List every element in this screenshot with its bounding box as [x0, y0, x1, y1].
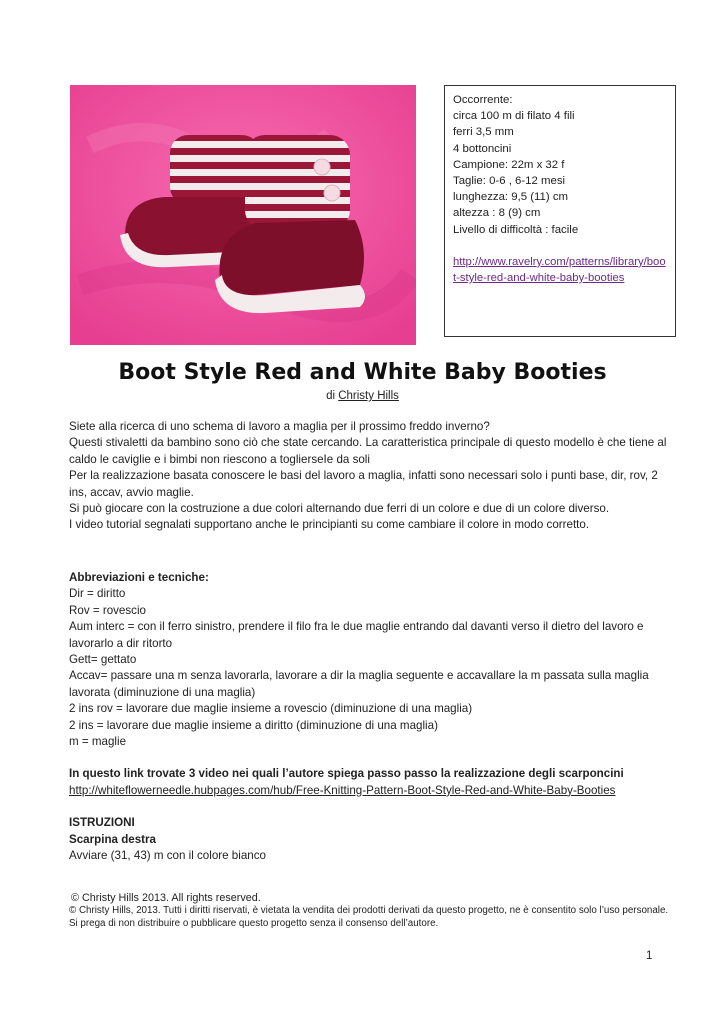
video-note-text: In questo link trovate 3 video nei quali l’autore spiega passo passo la realizzazione degli scarponcini [69, 767, 624, 781]
intro-paragraph: I video tutorial segnalati supportano anche le principianti su come cambiare il colore in modo corretto. [69, 518, 590, 532]
supplies-box [444, 85, 676, 337]
instructions [69, 815, 669, 864]
copyright-notice: © Christy Hills, 2013. Tutti i diritti riservati, è vietata la vendita dei prodotti derivati da questo progetto, ne è consentito solo l’uso personale. Si prega di non distribuire o pubblicare questo progetto senza il consenso dell’autore. [69, 905, 669, 929]
abbreviation-item: 2 ins = lavorare due maglie insieme a diritto (diminuzione di una maglia) [69, 718, 438, 732]
page-number: 1 [646, 950, 653, 962]
instructions-text: Avviare (31, 43) m con il colore bianco [69, 849, 266, 863]
abbreviation-item: Rov = rovescio [69, 603, 147, 617]
abbreviation-item: 2 ins rov = lavorare due maglie insieme a rovescio (diminuzione di una maglia) [69, 702, 473, 716]
instructions-subheading: Scarpina destra [69, 832, 156, 846]
abbreviation-item: m = maglie [69, 735, 127, 749]
intro-paragraph: Siete alla ricerca di uno schema di lavoro a maglia per il prossimo freddo inverno? [69, 420, 490, 433]
byline [0, 390, 725, 402]
abbreviation-item: Aum interc = con il ferro sinistro, prendere il filo fra le due maglie entrando dal davanti verso il dietro del lavoro e lavorarlo a dir ritorto [69, 620, 644, 650]
copyright-line: © Christy Hills 2013. All rights reserved. [71, 892, 261, 904]
intro-paragraph: Questi stivaletti da bambino sono ciò che state cercando. La caratteristica principale di questo modello è che tiene al caldo le caviglie e i bimbi non riescono a toglierseIe da soli [69, 436, 667, 466]
page-title: Boot Style Red and White Baby Booties [118, 360, 607, 385]
intro-paragraph: Per la realizzazione basata conoscere le basi del lavoro a maglia, infatti sono necessari solo i punti base, dir, rov, 2 ins, accav, avvio maglie. [69, 469, 658, 499]
intro-paragraph: Si può giocare con la costruzione a due colori alternando due ferri di un colore e due di un colore diverso. [69, 502, 610, 516]
abbreviation-item: Accav= passare una m senza lavorarla, lavorare a dir la maglia seguente e accavallare la m passata sulla maglia lavorata (diminuzione di una maglia) [69, 669, 649, 699]
video-note [69, 766, 669, 799]
abbreviations-heading: Abbreviazioni e tecniche: [69, 571, 209, 584]
abbreviation-item: Gett= gettato [69, 653, 137, 667]
supplies-line: lunghezza: 9,5 (11) cm [453, 191, 569, 204]
abbreviation-item: Dir = diritto [69, 587, 126, 601]
booties-photo [70, 85, 416, 345]
supplies-line: circa 100 m di filato 4 fili [453, 110, 575, 123]
supplies-line: altezza : 8 (9) cm [453, 207, 541, 220]
supplies-line: Occorrente: [453, 94, 513, 106]
supplies-line: Taglie: 0-6 , 6-12 mesi [453, 175, 566, 188]
supplies-line: Campione: 22m x 32 f [453, 158, 565, 171]
byline-prefix: di [326, 390, 339, 402]
author-link[interactable]: Christy Hills [338, 390, 399, 402]
supplies-line: Livello di difficoltà : facile [453, 223, 579, 236]
abbreviations-section [69, 570, 669, 865]
intro-section [69, 419, 669, 534]
hubpages-link[interactable]: http://whiteflowerneedle.hubpages.com/hub/Free-Knitting-Pattern-Boot-Style-Red-and-White-Baby-Booties [69, 783, 616, 797]
copyright [69, 892, 669, 930]
instructions-heading: ISTRUZIONI [69, 816, 135, 830]
ravelry-link[interactable]: http://www.ravelry.com/patterns/library/boot-style-red-and-white-baby-booties [453, 255, 666, 285]
supplies-line: ferri 3,5 mm [453, 126, 514, 139]
supplies-line: 4 bottoncini [453, 142, 512, 155]
